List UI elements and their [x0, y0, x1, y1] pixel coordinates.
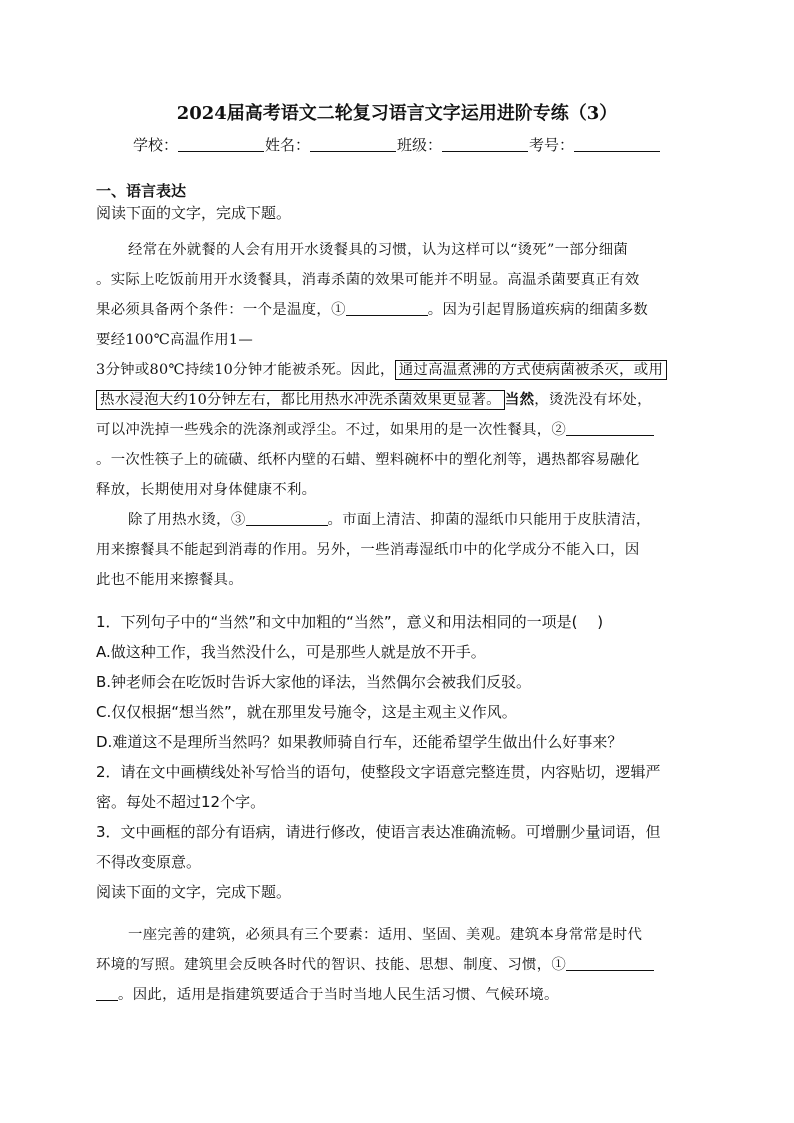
passage-text: 可以冲洗掉一些残余的洗涤剂或浮尘。不过，如果用的是一次性餐具，	[96, 422, 552, 438]
instruction-2: 阅读下面的文字，完成下题。	[96, 883, 292, 901]
passage-line	[96, 295, 700, 325]
fill-blank-p2-1b[interactable]	[96, 985, 118, 1001]
question-1-stem: 1．下列句子中的“当然”和文中加粗的“当然”，意义和用法相同的一项是( )	[96, 613, 604, 631]
q1-option-c[interactable]: C.仅仅根据“想当然”，就在那里发号施令，这是主观主义作风。	[96, 703, 517, 721]
passage-line: 。实际上吃饭前用开水烫餐具，消毒杀菌的效果可能并不明显。高温杀菌要真正有效	[96, 272, 640, 288]
section-heading: 一、语言表达	[96, 182, 187, 200]
passage-line	[96, 950, 700, 980]
passage-text: 。因为引起胃肠道疾病的细菌多数	[427, 302, 649, 318]
passage-line: 用来擦餐具不能起到消毒的作用。另外，一些消毒湿纸巾中的化学成分不能入口，因	[96, 542, 640, 558]
fill-blank-p2-1a[interactable]	[566, 955, 654, 971]
passage-line: 要经100℃高温作用1—	[96, 332, 254, 348]
passage-line: 一座完善的建筑，必须具有三个要素：适用、坚固、美观。建筑本身常常是时代	[128, 927, 643, 943]
passage-line: 释放，长期使用对身体健康不利。	[96, 482, 317, 498]
passage-text: 3分钟或80℃持续10分钟才能被杀死。因此，	[96, 362, 395, 378]
school-label: 学校：	[132, 136, 178, 154]
fill-blank-3[interactable]	[246, 510, 328, 526]
school-blank[interactable]	[178, 136, 264, 152]
q1-option-a[interactable]: A.做这种工作，我当然没什么，可是那些人就是放不开手。	[96, 643, 486, 661]
passage-text: 除了用热水烫，	[128, 512, 231, 528]
questions-block	[96, 607, 700, 907]
bold-dangran: 当然	[504, 391, 535, 408]
passage-text: ，烫洗没有坏处，	[534, 392, 652, 408]
class-blank[interactable]	[442, 136, 528, 152]
passage-text: 。因此，适用是指建筑要适合于当时当地人民生活习惯、气候环境。	[118, 987, 559, 1003]
passage-line	[96, 355, 700, 385]
blank-marker-3: ③	[230, 512, 246, 528]
passage-line	[96, 505, 700, 535]
passage-line	[96, 385, 700, 415]
exam-number-label: 考号：	[529, 136, 575, 154]
page-title: 2024届高考语文二轮复习语言文字运用进阶专练（3）	[176, 103, 618, 124]
q1-option-b[interactable]: B.钟老师会在吃饭时告诉大家他的译法，当然偶尔会被我们反驳。	[96, 673, 532, 691]
name-blank[interactable]	[310, 136, 396, 152]
question-3-line: 3．文中画框的部分有语病，请进行修改，使语言表达准确流畅。可增删少量词语，但	[96, 823, 661, 841]
passage-2	[96, 920, 700, 1010]
blank-marker-1: ①	[331, 302, 346, 318]
passage-line: 。一次性筷子上的硫磺、纸杯内壁的石蜡、塑料碗杯中的塑化剂等，遇热都容易融化	[96, 452, 640, 468]
passage-line: 此也不能用来擦餐具。	[96, 572, 243, 588]
fill-blank-1[interactable]	[346, 300, 428, 316]
passage-line	[96, 980, 700, 1010]
blank-marker-p2-1: ①	[551, 957, 567, 973]
class-label: 班级：	[397, 136, 443, 154]
fill-blank-2[interactable]	[566, 420, 654, 436]
passage-1	[96, 235, 700, 595]
boxed-sentence-part-1: 通过高温煮沸的方式使病菌被杀灭，或用	[395, 360, 667, 380]
name-label: 姓名：	[264, 136, 310, 154]
passage-line	[96, 415, 700, 445]
passage-text: 。市面上清洁、抑菌的湿纸巾只能用于皮肤清洁，	[327, 512, 651, 528]
blank-marker-2: ②	[551, 422, 567, 438]
question-3-line: 不得改变原意。	[96, 853, 202, 871]
question-2-line: 2．请在文中画横线处补写恰当的语句，使整段文字语意完整连贯，内容贴切，逻辑严	[96, 763, 661, 781]
section-heading-block	[96, 181, 700, 225]
passage-line: 经常在外就餐的人会有用开水烫餐具的习惯，认为这样可以“烫死”一部分细菌	[128, 242, 629, 258]
question-2-line: 密。每处不超过12个字。	[96, 793, 266, 811]
passage-text: 环境的写照。建筑里会反映各时代的智识、技能、思想、制度、习惯，	[96, 957, 552, 973]
passage-text: 果必须具备两个条件：一个是温度，	[96, 302, 332, 318]
exam-number-blank[interactable]	[574, 136, 660, 152]
boxed-sentence-part-2: 热水浸泡大约10分钟左右，都比用热水冲洗杀菌效果更显著。	[96, 390, 505, 410]
instruction: 阅读下面的文字，完成下题。	[96, 204, 292, 222]
q1-option-d[interactable]: D.难道这不是理所当然吗？如果教师骑自行车，还能希望学生做出什么好事来？	[96, 733, 623, 751]
student-info-row	[0, 134, 794, 156]
